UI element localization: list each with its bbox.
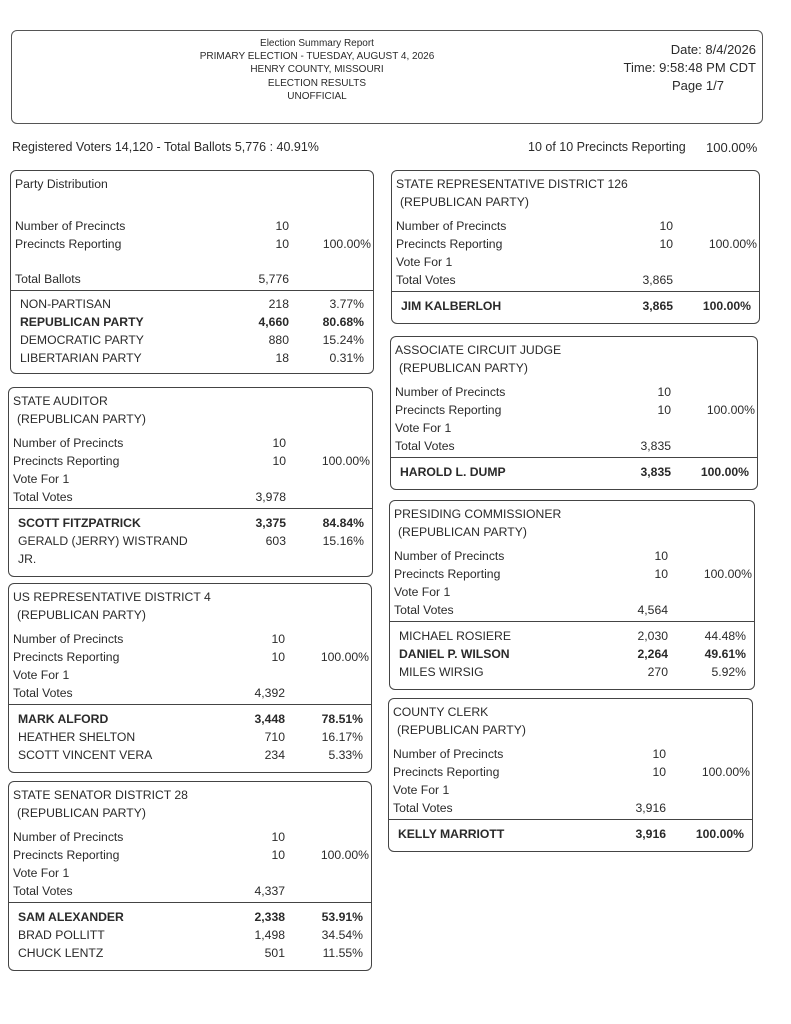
reporting-row (9, 452, 372, 470)
precincts-reporting-pct: 100.00% (706, 140, 758, 155)
candidate-votes: 1,498 (254, 928, 285, 942)
party-distribution-box (10, 170, 374, 374)
divider (389, 819, 752, 820)
precincts-row (9, 434, 372, 452)
candidate-row (9, 926, 371, 944)
party-votes: 880 (268, 333, 289, 347)
precincts-value: 10 (659, 219, 673, 233)
vote-for-row (9, 666, 371, 684)
candidate-row (390, 645, 754, 663)
candidate-name: KELLY MARRIOTT (398, 827, 505, 841)
vote-for-label: Vote For 1 (13, 472, 70, 486)
staterep-race-box (391, 170, 760, 324)
commissioner-race-box (389, 500, 755, 690)
party-name: REPUBLICAN PARTY (20, 315, 144, 329)
candidate-name: BRAD POLLITT (18, 928, 105, 942)
party-row (11, 331, 373, 349)
divider (11, 290, 373, 291)
race-title: STATE REPRESENTATIVE DISTRICT 126 (396, 177, 628, 191)
unofficial-label: UNOFFICIAL (287, 90, 347, 102)
precincts-value: 10 (657, 385, 671, 399)
reporting-label: Precincts Reporting (13, 848, 120, 862)
party-distribution-title: Party Distribution (15, 177, 108, 191)
candidate-row (9, 532, 372, 550)
reporting-value: 10 (272, 454, 286, 468)
party-votes: 4,660 (258, 315, 289, 329)
report-header (11, 30, 763, 124)
total-votes-row (389, 799, 752, 817)
vote-for-label: Vote For 1 (395, 421, 452, 435)
candidate-pct: 53.91% (321, 910, 363, 924)
report-date: Date: 8/4/2026 (670, 42, 756, 57)
total-votes-value: 4,337 (254, 884, 285, 898)
reporting-pct: 100.00% (322, 237, 371, 251)
party-pct: 0.31% (329, 351, 364, 365)
reporting-value: 10 (271, 650, 285, 664)
reporting-pct: 100.00% (703, 567, 752, 581)
total-votes-row (392, 271, 759, 289)
precincts-label: Number of Precincts (15, 219, 126, 233)
candidate-votes: 501 (264, 946, 285, 960)
precincts-row (391, 383, 757, 401)
reporting-row (391, 401, 757, 419)
county-name: HENRY COUNTY, MISSOURI (250, 64, 384, 76)
candidate-name: DANIEL P. WILSON (399, 647, 510, 661)
precincts-reporting-summary: 10 of 10 Precincts Reporting (528, 140, 686, 154)
candidate-name: SCOTT FITZPATRICK (18, 516, 141, 530)
divider (9, 902, 371, 903)
race-party: (REPUBLICAN PARTY) (398, 525, 527, 539)
precincts-value: 10 (652, 747, 666, 761)
candidate-pct: 100.00% (702, 299, 751, 313)
report-time: Time: 9:58:48 PM CDT (623, 60, 756, 75)
reporting-value: 10 (654, 567, 668, 581)
total-votes-label: Total Votes (13, 884, 73, 898)
candidate-votes: 3,865 (642, 299, 673, 313)
candidate-votes: 3,835 (640, 465, 671, 479)
race-title: ASSOCIATE CIRCUIT JUDGE (395, 343, 562, 357)
candidate-name: MILES WIRSIG (399, 665, 484, 679)
precincts-label: Number of Precincts (13, 436, 124, 450)
total-votes-value: 3,835 (640, 439, 671, 453)
reporting-value: 10 (652, 765, 666, 779)
party-name: NON-PARTISAN (20, 297, 111, 311)
candidate-name: HAROLD L. DUMP (400, 465, 506, 479)
candidate-name: SAM ALEXANDER (18, 910, 124, 924)
candidate-name: GERALD (JERRY) WISTRAND (18, 534, 188, 548)
party-pct: 3.77% (329, 297, 364, 311)
candidate-name: CHUCK LENTZ (18, 946, 104, 960)
total-votes-row (390, 601, 754, 619)
total-votes-label: Total Votes (395, 439, 455, 453)
precincts-value: 10 (271, 830, 285, 844)
reporting-pct: 100.00% (706, 403, 755, 417)
candidate-votes: 2,030 (637, 629, 668, 643)
candidate-name: JIM KALBERLOH (401, 299, 502, 313)
candidate-row (392, 297, 759, 315)
candidate-row (9, 514, 372, 532)
candidate-row (9, 908, 371, 926)
vote-for-row (389, 781, 752, 799)
candidate-votes: 270 (647, 665, 668, 679)
divider (390, 621, 754, 622)
election-name: PRIMARY ELECTION - TUESDAY, AUGUST 4, 2026 (199, 51, 435, 63)
reporting-pct: 100.00% (320, 848, 369, 862)
vote-for-row (9, 864, 371, 882)
precincts-value: 10 (654, 549, 668, 563)
candidate-row (391, 463, 757, 481)
vote-for-row (390, 583, 754, 601)
total-votes-value: 3,978 (255, 490, 286, 504)
race-party: (REPUBLICAN PARTY) (399, 361, 528, 375)
candidate-votes: 2,338 (254, 910, 285, 924)
divider (9, 508, 372, 509)
race-party: (REPUBLICAN PARTY) (400, 195, 529, 209)
total-votes-value: 3,916 (635, 801, 666, 815)
precincts-row (392, 217, 759, 235)
reporting-pct: 100.00% (321, 454, 370, 468)
vote-for-label: Vote For 1 (13, 866, 70, 880)
precincts-row (389, 745, 752, 763)
precincts-label: Number of Precincts (395, 385, 506, 399)
usrep-race-box (8, 583, 372, 773)
precincts-row (390, 547, 754, 565)
reporting-pct: 100.00% (708, 237, 757, 251)
candidate-pct: 15.16% (322, 534, 364, 548)
candidate-pct: 78.51% (321, 712, 363, 726)
reporting-label: Precincts Reporting (393, 765, 500, 779)
party-row (11, 295, 373, 313)
vote-for-label: Vote For 1 (13, 668, 70, 682)
vote-for-label: Vote For 1 (393, 783, 450, 797)
judge-race-box (390, 336, 758, 490)
candidate-pct: 5.92% (711, 665, 746, 679)
candidate-pct: 11.55% (322, 946, 363, 960)
candidate-pct: 16.17% (321, 730, 363, 744)
precincts-label: Number of Precincts (393, 747, 504, 761)
reporting-label: Precincts Reporting (15, 237, 122, 251)
race-title: STATE AUDITOR (13, 394, 108, 408)
race-party: (REPUBLICAN PARTY) (17, 806, 146, 820)
total-votes-label: Total Votes (394, 603, 454, 617)
precincts-value: 10 (272, 436, 286, 450)
party-name: DEMOCRATIC PARTY (20, 333, 144, 347)
precincts-label: Number of Precincts (13, 632, 124, 646)
total-votes-label: Total Votes (393, 801, 453, 815)
race-title: COUNTY CLERK (393, 705, 489, 719)
race-title: STATE SENATOR DISTRICT 28 (13, 788, 188, 802)
reporting-pct: 100.00% (320, 650, 369, 664)
candidate-votes: 3,448 (254, 712, 285, 726)
divider (391, 457, 757, 458)
candidate-votes: 3,375 (255, 516, 286, 530)
vote-for-row (391, 419, 757, 437)
vote-for-row (9, 470, 372, 488)
party-pct: 80.68% (322, 315, 364, 329)
party-name: LIBERTARIAN PARTY (20, 351, 142, 365)
auditor-race-box (8, 387, 373, 577)
report-meta (624, 41, 756, 95)
candidate-name-suffix: JR. (18, 552, 37, 566)
candidate-row (9, 944, 371, 962)
vote-for-label: Vote For 1 (396, 255, 453, 269)
divider (9, 704, 371, 705)
candidate-pct: 44.48% (704, 629, 746, 643)
total-votes-label: Total Votes (13, 686, 73, 700)
candidate-votes: 710 (264, 730, 285, 744)
candidate-pct: 5.33% (328, 748, 363, 762)
reporting-pct: 100.00% (701, 765, 750, 779)
candidate-row (9, 728, 371, 746)
reporting-row (390, 565, 754, 583)
race-title: PRESIDING COMMISSIONER (394, 507, 562, 521)
candidate-row (390, 627, 754, 645)
registered-voters-summary: Registered Voters 14,120 - Total Ballots 5,776 : 40.91% (12, 140, 319, 154)
precincts-label: Number of Precincts (13, 830, 124, 844)
candidate-votes: 3,916 (635, 827, 666, 841)
candidate-pct: 100.00% (695, 827, 744, 841)
candidate-votes: 234 (264, 748, 285, 762)
race-party: (REPUBLICAN PARTY) (17, 412, 146, 426)
total-votes-value: 4,392 (254, 686, 285, 700)
party-votes: 218 (268, 297, 289, 311)
reporting-value: 10 (657, 403, 671, 417)
candidate-name: MICHAEL ROSIERE (399, 629, 511, 643)
precincts-label: Number of Precincts (394, 549, 505, 563)
total-ballots-value: 5,776 (258, 272, 289, 286)
candidate-votes: 603 (265, 534, 286, 548)
candidate-pct: 100.00% (700, 465, 749, 479)
page-number: Page 1/7 (671, 78, 724, 93)
total-votes-value: 3,865 (642, 273, 673, 287)
candidate-pct: 49.61% (704, 647, 746, 661)
report-title: Election Summary Report (260, 38, 374, 49)
race-party: (REPUBLICAN PARTY) (397, 723, 526, 737)
reporting-label: Precincts Reporting (395, 403, 502, 417)
race-party: (REPUBLICAN PARTY) (17, 608, 146, 622)
reporting-value: 10 (659, 237, 673, 251)
senator-race-box (8, 781, 372, 971)
vote-for-row (392, 253, 759, 271)
total-votes-label: Total Votes (396, 273, 456, 287)
reporting-label: Precincts Reporting (396, 237, 503, 251)
total-votes-row (9, 882, 371, 900)
candidate-row (390, 663, 754, 681)
candidate-row (389, 825, 752, 843)
candidate-name-continued (9, 550, 372, 568)
candidate-name: HEATHER SHELTON (18, 730, 136, 744)
vote-for-label: Vote For 1 (394, 585, 451, 599)
party-row (11, 349, 373, 367)
report-title-block (187, 37, 447, 103)
precincts-label: Number of Precincts (396, 219, 507, 233)
reporting-label: Precincts Reporting (13, 650, 120, 664)
total-ballots-label: Total Ballots (15, 272, 81, 286)
precincts-value: 10 (275, 219, 289, 233)
reporting-row (392, 235, 759, 253)
candidate-row (9, 746, 371, 764)
total-votes-row (9, 488, 372, 506)
total-votes-row (9, 684, 371, 702)
total-votes-value: 4,564 (637, 603, 668, 617)
results-label: ELECTION RESULTS (267, 77, 367, 89)
total-votes-label: Total Votes (13, 490, 73, 504)
divider (392, 291, 759, 292)
precincts-row (9, 630, 371, 648)
reporting-value: 10 (271, 848, 285, 862)
race-title: US REPRESENTATIVE DISTRICT 4 (13, 590, 211, 604)
reporting-row (9, 648, 371, 666)
total-votes-row (391, 437, 757, 455)
candidate-name: MARK ALFORD (18, 712, 109, 726)
candidate-votes: 2,264 (637, 647, 668, 661)
precincts-value: 10 (271, 632, 285, 646)
candidate-name: SCOTT VINCENT VERA (18, 748, 153, 762)
reporting-label: Precincts Reporting (13, 454, 120, 468)
party-votes: 18 (275, 351, 289, 365)
candidate-pct: 84.84% (322, 516, 364, 530)
candidate-row (9, 710, 371, 728)
reporting-label: Precincts Reporting (394, 567, 501, 581)
reporting-value: 10 (275, 237, 289, 251)
precincts-row (9, 828, 371, 846)
clerk-race-box (388, 698, 753, 852)
party-row (11, 313, 373, 331)
party-pct: 15.24% (322, 333, 364, 347)
candidate-pct: 34.54% (321, 928, 363, 942)
reporting-row (9, 846, 371, 864)
reporting-row (389, 763, 752, 781)
